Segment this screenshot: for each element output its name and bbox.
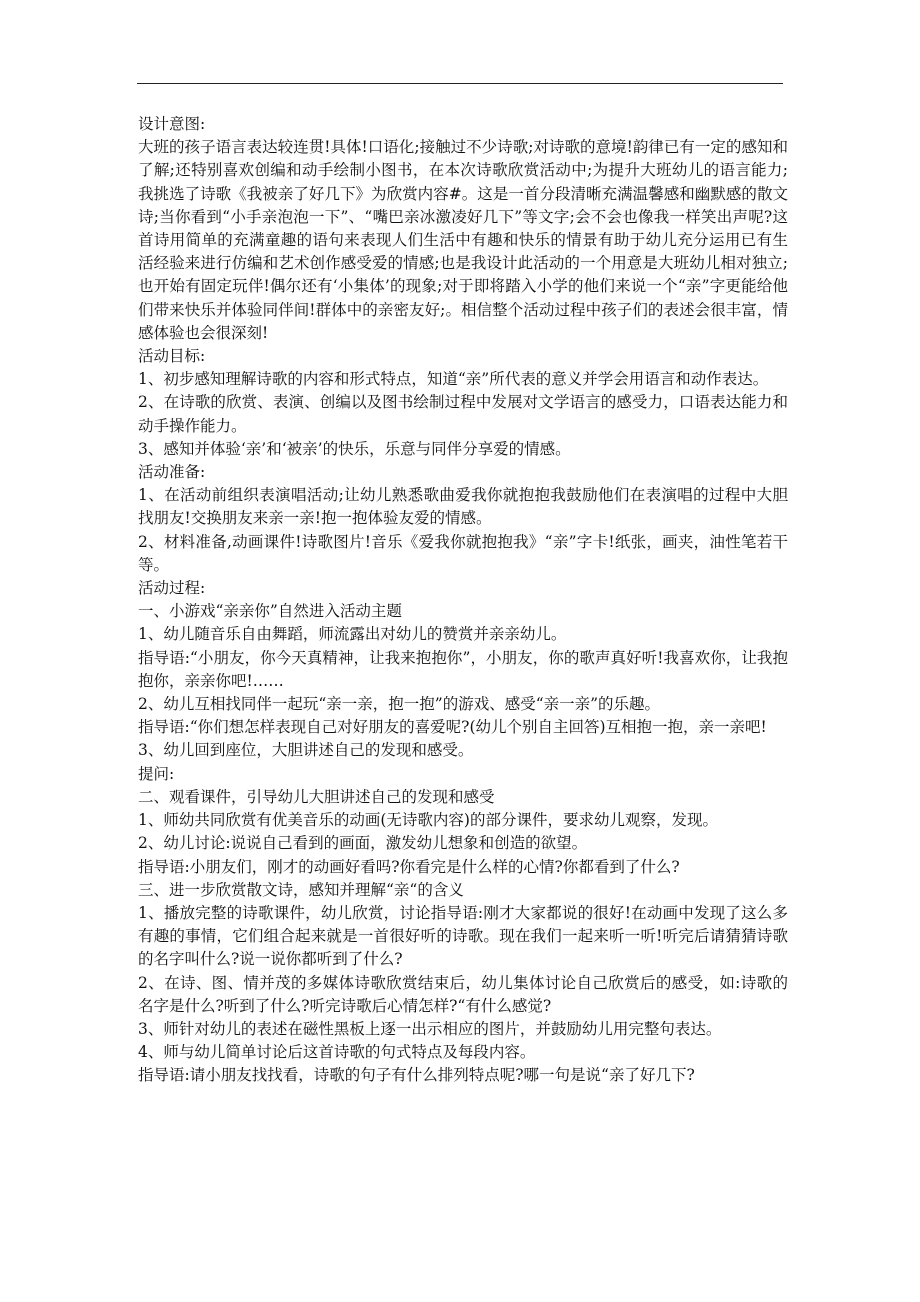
header-rule [137, 83, 783, 84]
process-step: 4、师与幼儿简单讨论后这首诗歌的句式特点及每段内容。 [138, 1043, 536, 1062]
heading-activity-goals: 活动目标: [138, 347, 206, 366]
document-body [138, 113, 788, 1088]
process-step: 2、幼儿互相找同伴一起玩“亲一亲，抱一抱”的游戏、感受“亲一亲”的乐趣。 [138, 695, 661, 714]
process-section-1-title: 一、小游戏“亲亲你”自然进入活动主题 [138, 602, 402, 621]
process-step: 1、播放完整的诗歌课件，幼儿欣赏，讨论指导语:刚才大家都说的很好!在动画中发现了这么多有趣的事情，它们组合起来就是一首很好听的诗歌。现在我们一起来听一听!听完后请猜猜诗歌的名字叫什么?说一说你都听到了什么? [138, 903, 788, 969]
question-label: 提问: [138, 764, 175, 783]
heading-activity-process: 活动过程: [138, 579, 206, 598]
prep-item-2: 2、材料准备,动画课件!诗歌图片!音乐《爱我你就抱抱我》“亲”字卡!纸张，画夹，油性笔若干等。 [138, 532, 788, 574]
goal-item-2: 2、在诗歌的欣赏、表演、创编以及图书绘制过程中发展对文学语言的感受力，口语表达能力和动手操作能力。 [138, 393, 788, 435]
process-step: 2、幼儿讨论:说说自己看到的画面，激发幼儿想象和创造的欲望。 [138, 834, 588, 853]
process-step: 3、师针对幼儿的表述在磁性黑板上逐一出示相应的图片，并鼓励幼儿用完整句表达。 [138, 1019, 722, 1038]
design-intent-paragraph: 大班的孩子语言表达较连贯!具体!口语化;接触过不少诗歌;对诗歌的意境!韵律已有一定的感知和了解;还特别喜欢创编和动手绘制小图书，在本次诗歌欣赏活动中;为提升大班幼儿的语言能力;我挑选了诗歌《我被亲了好几下》为欣赏内容#。这是一首分段清晰充满温馨感和幽默感的散文诗;当你看到“小手亲泡泡一下”、“嘴巴亲冰激凌好几下”等文字;会不会也像我一样笑出声呢?这首诗用简单的充满童趣的语句来表现人们生活中有趣和快乐的情景有助于幼儿充分运用已有生活经验来进行仿编和艺术创作感受爱的情感;也是我设计此活动的一个用意是大班幼儿相对独立;也开始有固定玩伴!偶尔还有‘小集体’的现象;对于即将踏入小学的他们来说一个“亲”字更能给他们带来快乐并体验同伴间!群体中的亲密友好;。相信整个活动过程中孩子们的表述会很丰富，情感体验也会很深刻! [138, 138, 788, 342]
heading-design-intent: 设计意图: [138, 115, 206, 133]
guidance-text: 指导语:小朋友们，刚才的动画好看吗?你看完是什么样的心情?你都看到了什么? [138, 857, 680, 876]
heading-activity-prep: 活动准备: [138, 463, 206, 482]
process-section-2-title: 二、观看课件，引导幼儿大胆讲述自己的发现和感受 [138, 787, 495, 806]
process-step: 1、师幼共同欣赏有优美音乐的动画(无诗歌内容)的部分课件，要求幼儿观察，发现。 [138, 811, 718, 830]
process-step: 3、幼儿回到座位，大胆讲述自己的发现和感受。 [138, 741, 474, 760]
process-section-3-title: 三、进一步欣赏散文诗，感知并理解“亲“的含义 [138, 880, 464, 899]
goal-item-1: 1、初步感知理解诗歌的内容和形式特点，知道“亲”所代表的意义并学会用语言和动作表达。 [138, 370, 769, 389]
guidance-text: 指导语:“小朋友，你今天真精神，让我来抱抱你”，小朋友，你的歌声真好听!我喜欢你，让我抱抱你，亲亲你吧!…… [138, 648, 788, 690]
goal-item-3: 3、感知并体验‘亲’和‘被亲’的快乐，乐意与同伴分享爱的情感。 [138, 439, 571, 458]
process-step: 2、在诗、图、情并茂的多媒体诗歌欣赏结束后，幼儿集体讨论自己欣赏后的感受，如:诗歌的名字是什么?听到了什么?听完诗歌后心情怎样?“有什么感觉? [138, 973, 788, 1015]
prep-item-1: 1、在活动前组织表演唱活动;让幼儿熟悉歌曲爱我你就抱抱我鼓励他们在表演唱的过程中大胆找朋友!交换朋友来亲一亲!抱一抱体验友爱的情感。 [138, 486, 788, 528]
guidance-text: 指导语:“你们想怎样表现自己对好朋友的喜爱呢?(幼儿个别自主回答)互相抱一抱，亲一亲吧! [138, 718, 767, 737]
guidance-text: 指导语:请小朋友找找看，诗歌的句子有什么排列特点呢?哪一句是说“亲了好几下? [138, 1066, 695, 1085]
process-step: 1、幼儿随音乐自由舞蹈，师流露出对幼儿的赞赏并亲亲幼儿。 [138, 625, 567, 644]
